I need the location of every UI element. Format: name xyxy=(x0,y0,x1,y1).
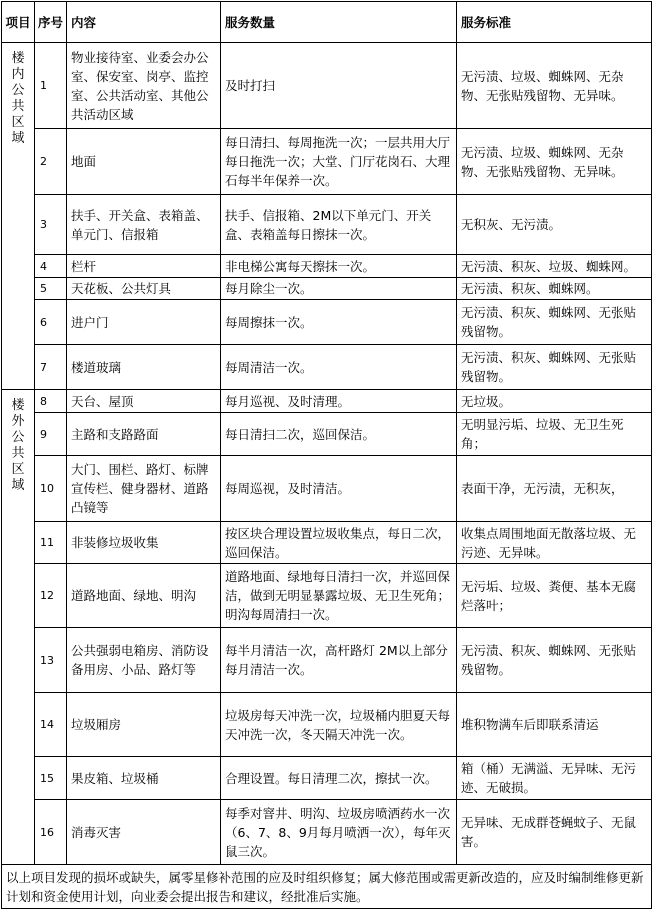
row-content: 主路和支路路面 xyxy=(67,413,221,456)
row-content: 公共强弱电箱房、消防设备用房、小品、路灯等 xyxy=(67,628,221,693)
area-outdoor-label: 楼外公共区域 xyxy=(11,398,25,493)
row-no: 10 xyxy=(35,456,67,522)
area-indoor xyxy=(2,43,35,390)
row-quantity: 每周清洁一次。 xyxy=(221,345,457,390)
header-no: 序号 xyxy=(35,2,67,43)
row-content: 进户门 xyxy=(67,300,221,345)
area-outdoor xyxy=(2,390,35,865)
footer-row xyxy=(2,865,652,909)
table-row xyxy=(2,522,652,564)
row-content: 消毒灭害 xyxy=(67,800,221,865)
table-row xyxy=(2,757,652,800)
row-standard: 表面干净，无污渍，无积灰， xyxy=(457,456,652,522)
row-content: 楼道玻璃 xyxy=(67,345,221,390)
table-row xyxy=(2,390,652,413)
row-no: 16 xyxy=(35,800,67,865)
row-quantity: 每季对窨井、明沟、垃圾房喷洒药水一次（6、7、8、9月每月喷洒一次），每年灭鼠三次。 xyxy=(221,800,457,865)
row-quantity: 合理设置。每日清理二次，擦拭一次。 xyxy=(221,757,457,800)
row-content: 物业接待室、业委会办公室、保安室、岗亭、监控室、公共活动室、其他公共活动区域 xyxy=(67,43,221,129)
row-no: 9 xyxy=(35,413,67,456)
row-no: 1 xyxy=(35,43,67,129)
row-content: 栏杆 xyxy=(67,255,221,278)
row-standard: 无污垢、垃圾、粪便、基本无腐烂落叶； xyxy=(457,564,652,628)
table-row xyxy=(2,129,652,195)
table-row xyxy=(2,628,652,693)
table-row xyxy=(2,255,652,278)
table-row xyxy=(2,800,652,865)
row-content: 大门、围栏、路灯、标牌宣传栏、健身器材、道路凸镜等 xyxy=(67,456,221,522)
row-content: 天花板、公共灯具 xyxy=(67,278,221,300)
row-standard: 收集点周围地面无散落垃圾、无污迹、无异味。 xyxy=(457,522,652,564)
table-row xyxy=(2,278,652,300)
service-standards-table xyxy=(1,1,652,909)
row-no: 4 xyxy=(35,255,67,278)
row-quantity: 每月巡视、及时清理。 xyxy=(221,390,457,413)
row-standard: 箱（桶）无满溢、无异味、无污迹、无破损。 xyxy=(457,757,652,800)
row-content: 非装修垃圾收集 xyxy=(67,522,221,564)
row-standard: 无污渍、积灰、蜘蛛网。 xyxy=(457,278,652,300)
row-no: 5 xyxy=(35,278,67,300)
row-no: 12 xyxy=(35,564,67,628)
row-standard: 无异味、无成群苍蝇蚊子、无鼠害。 xyxy=(457,800,652,865)
row-no: 15 xyxy=(35,757,67,800)
header-quantity: 服务数量 xyxy=(221,2,457,43)
table-row xyxy=(2,345,652,390)
row-no: 14 xyxy=(35,693,67,757)
row-standard: 无积灰、无污渍。 xyxy=(457,195,652,255)
row-content: 扶手、开关盒、表箱盖、单元门、信报箱 xyxy=(67,195,221,255)
row-quantity: 每日清扫、每周拖洗一次；一层共用大厅每日拖洗一次；大堂、门厅花岗石、大理石每半年保养一次。 xyxy=(221,129,457,195)
area-indoor-label: 楼内公共区域 xyxy=(11,51,25,146)
table-row xyxy=(2,195,652,255)
row-content: 果皮箱、垃圾桶 xyxy=(67,757,221,800)
row-quantity: 垃圾房每天冲洗一次，垃圾桶内胆夏天每天冲洗一次，冬天隔天冲洗一次。 xyxy=(221,693,457,757)
row-standard: 无污渍、积灰、垃圾、蜘蛛网。 xyxy=(457,255,652,278)
row-no: 8 xyxy=(35,390,67,413)
table-row xyxy=(2,456,652,522)
row-no: 7 xyxy=(35,345,67,390)
row-quantity: 道路地面、绿地每日清扫一次，并巡回保洁，做到无明显暴露垃圾、无卫生死角；明沟每周清扫一次。 xyxy=(221,564,457,628)
table-row xyxy=(2,413,652,456)
row-quantity: 每月除尘一次。 xyxy=(221,278,457,300)
row-standard: 无污渍、积灰、蜘蛛网、无张贴残留物。 xyxy=(457,628,652,693)
row-standard: 无污渍、垃圾、蜘蛛网、无杂物、无张贴残留物、无异味。 xyxy=(457,129,652,195)
row-standard: 无垃圾。 xyxy=(457,390,652,413)
row-standard: 无污渍、垃圾、蜘蛛网、无杂物、无张贴残留物、无异味。 xyxy=(457,43,652,129)
header-standard: 服务标准 xyxy=(457,2,652,43)
table-row xyxy=(2,693,652,757)
row-standard: 无污渍、积灰、蜘蛛网、无张贴残留物。 xyxy=(457,300,652,345)
row-standard: 无明显污垢、垃圾、无卫生死角； xyxy=(457,413,652,456)
header-content: 内容 xyxy=(67,2,221,43)
row-quantity: 每日清扫二次，巡回保洁。 xyxy=(221,413,457,456)
row-quantity: 每半月清洁一次，高杆路灯 2M以上部分每月清洁一次。 xyxy=(221,628,457,693)
row-quantity: 非电梯公寓每天擦抹一次。 xyxy=(221,255,457,278)
row-quantity: 每周巡视，及时清洁。 xyxy=(221,456,457,522)
footer-note: 以上项目发现的损坏或缺失，属零星修补范围的应及时组织修复；属大修范围或需更新改造的，应及时编制维修更新计划和资金使用计划，向业委会提出报告和建议，经批准后实施。 xyxy=(2,865,652,909)
row-standard: 无污渍、积灰、蜘蛛网、无张贴残留物。 xyxy=(457,345,652,390)
row-no: 11 xyxy=(35,522,67,564)
row-standard: 堆积物满车后即联系清运 xyxy=(457,693,652,757)
row-quantity: 每周擦抹一次。 xyxy=(221,300,457,345)
row-content: 地面 xyxy=(67,129,221,195)
row-no: 3 xyxy=(35,195,67,255)
row-no: 2 xyxy=(35,129,67,195)
row-content: 垃圾厢房 xyxy=(67,693,221,757)
row-quantity: 扶手、信报箱、2M以下单元门、开关盒、表箱盖每日擦抹一次。 xyxy=(221,195,457,255)
row-no: 13 xyxy=(35,628,67,693)
row-content: 道路地面、绿地、明沟 xyxy=(67,564,221,628)
table-row xyxy=(2,300,652,345)
header-row xyxy=(2,2,652,43)
row-no: 6 xyxy=(35,300,67,345)
table-row xyxy=(2,43,652,129)
row-content: 天台、屋顶 xyxy=(67,390,221,413)
row-quantity: 及时打扫 xyxy=(221,43,457,129)
row-quantity: 按区块合理设置垃圾收集点，每日二次，巡回保洁。 xyxy=(221,522,457,564)
table-row xyxy=(2,564,652,628)
header-item: 项目 xyxy=(2,2,35,43)
